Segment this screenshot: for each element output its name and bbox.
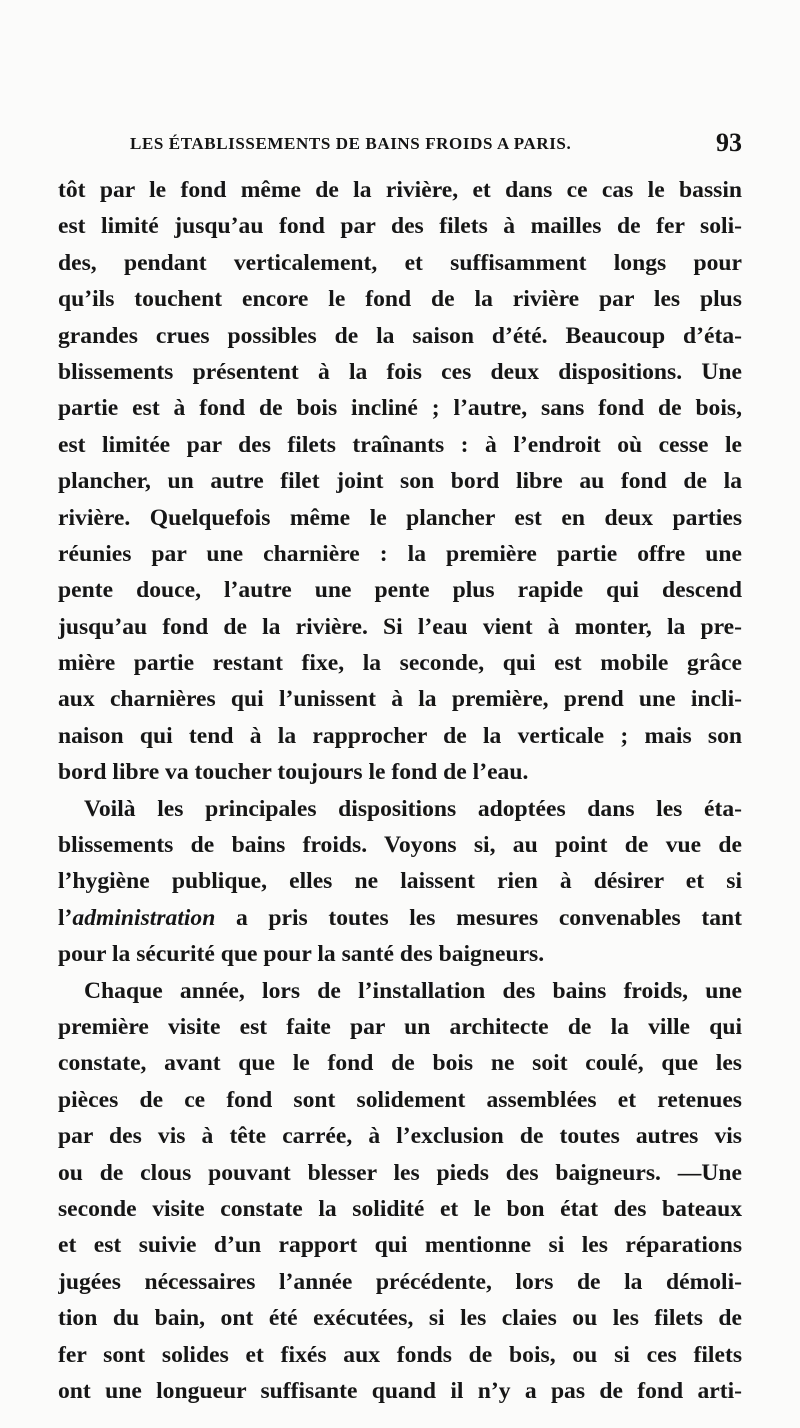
line-suffix: a pris toutes les mesures convenables tant: [215, 904, 742, 931]
text-line: l’hygiène publique, elles ne laissent rien à désirer et si: [58, 868, 742, 895]
text-line: pièces de ce fond sont solidement assemblées et retenues: [58, 1086, 742, 1113]
text-line: mière partie restant fixe, la seconde, qui est mobile grâce: [58, 650, 742, 677]
text-line: aux charnières qui l’unissent à la première, prend une incli-: [58, 686, 742, 713]
text-line: est limitée par des filets traînants : à l’endroit où cesse le: [58, 431, 742, 458]
text-line: partie est à fond de bois incliné ; l’autre, sans fond de bois,: [58, 395, 742, 422]
text-line: ou de clous pouvant blesser les pieds des baigneurs. —Une: [58, 1159, 742, 1186]
paragraph-end-line: pour la sécurité que pour la santé des baigneurs.: [58, 941, 545, 968]
text-line-with-italic: [58, 900, 742, 936]
text-line: par des vis à tête carrée, à l’exclusion de toutes autres vis: [58, 1123, 742, 1150]
text-line: fer sont solides et fixés aux fonds de bois, ou si ces filets: [58, 1341, 742, 1368]
text-line: constate, avant que le fond de bois ne soit coulé, que les: [58, 1050, 742, 1077]
running-title: LES ÉTABLISSEMENTS DE BAINS FROIDS A PARIS.: [130, 134, 572, 153]
paragraph-start-line: Chaque année, lors de l’installation des bains froids, une: [84, 977, 742, 1004]
italic-word: administration: [72, 904, 216, 931]
text-line: jusqu’au fond de la rivière. Si l’eau vient à monter, la pre-: [58, 613, 742, 640]
text-line: pente douce, l’autre une pente plus rapide qui descend: [58, 577, 742, 604]
text-line: réunies par une charnière : la première partie offre une: [58, 540, 742, 567]
text-line: est limité jusqu’au fond par des filets à mailles de fer soli-: [58, 213, 742, 240]
text-line: et est suivie d’un rapport qui mentionne si les réparations: [58, 1232, 742, 1259]
text-line: qu’ils touchent encore le fond de la rivière par les plus: [58, 286, 742, 313]
page-number: 93: [716, 128, 742, 157]
text-line: blissements de bains froids. Voyons si, au point de vue de: [58, 832, 742, 859]
text-line: des, pendant verticalement, et suffisamment longs pour: [58, 249, 742, 276]
text-line: plancher, un autre filet joint son bord libre au fond de la: [58, 468, 742, 495]
text-line: ont une longueur suffisante quand il n’y a pas de fond arti-: [58, 1377, 742, 1404]
paragraph-end-line: bord libre va toucher toujours le fond de l’eau.: [58, 759, 529, 786]
text-line: seconde visite constate la solidité et le bon état des bateaux: [58, 1195, 742, 1222]
text-line: jugées nécessaires l’année précédente, lors de la démoli-: [58, 1268, 742, 1295]
body-text: [58, 172, 742, 1409]
text-line: tôt par le fond même de la rivière, et dans ce cas le bassin: [58, 177, 742, 203]
text-line: naison qui tend à la rapprocher de la verticale ; mais son: [58, 722, 742, 749]
paragraph-start-line: Voilà les principales dispositions adoptées dans les éta-: [84, 795, 742, 822]
text-line: grandes crues possibles de la saison d’été. Beaucoup d’éta-: [58, 322, 742, 349]
page-header: [130, 128, 742, 164]
text-line: tion du bain, ont été exécutées, si les claies ou les filets de: [58, 1305, 742, 1332]
text-line: rivière. Quelquefois même le plancher est en deux parties: [58, 504, 742, 531]
text-line: blissements présentent à la fois ces deux dispositions. Une: [58, 358, 742, 385]
text-line: première visite est faite par un architecte de la ville qui: [58, 1013, 742, 1040]
line-prefix: l’: [58, 904, 73, 931]
